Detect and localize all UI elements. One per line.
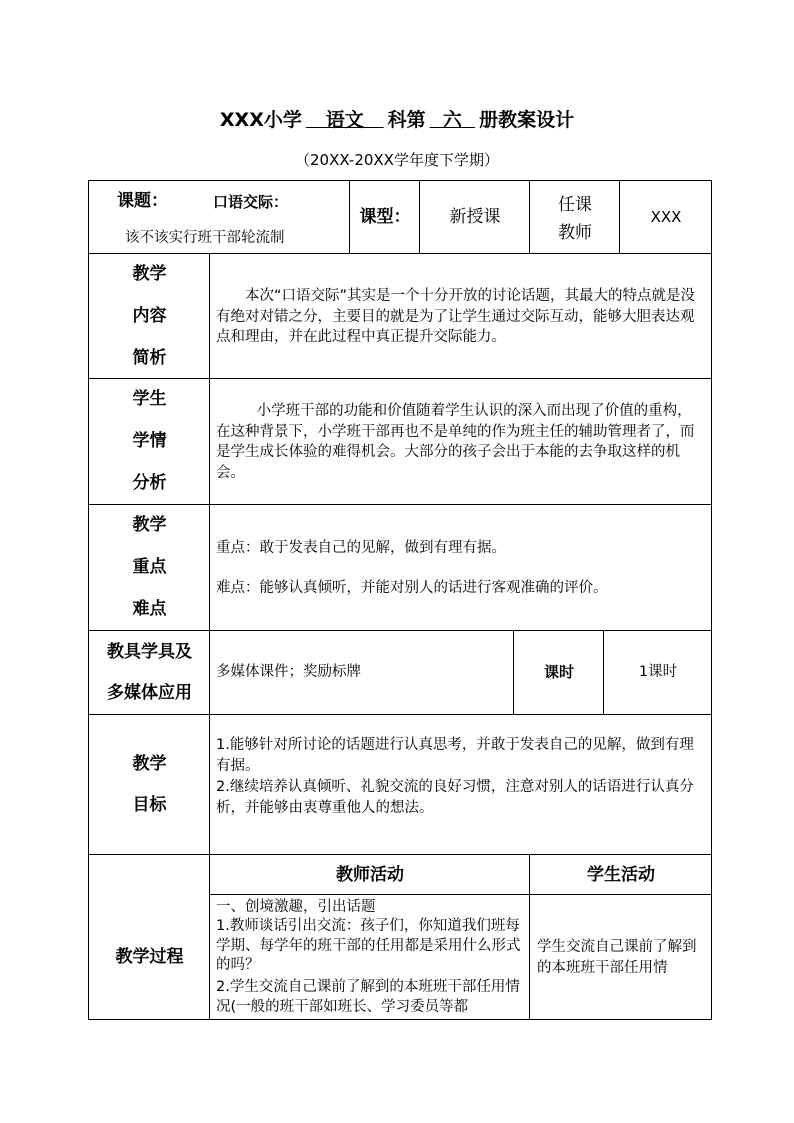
focus-text: 重点：敢于发表自己的见解，做到有理有据。	[216, 540, 506, 556]
materials-label-cell: 教具学具及 多媒体应用	[88, 630, 210, 715]
materials-text: 多媒体课件；奖励标牌	[216, 664, 361, 680]
teacher-activity-cell	[209, 894, 530, 1020]
summary-text-cell	[209, 253, 712, 379]
summary-text: 本次“口语交际”其实是一个十分开放的讨论话题，其最大的特点就是没有绝对对错之分，主要目的就是为了让学生通过交际互动，能够大胆表达观点和理由，并在此过程中真正提升交际能力。	[216, 288, 696, 345]
school-name: XXX小学	[219, 109, 302, 131]
volume-blank: 六	[442, 109, 462, 131]
teacher-value-cell: XXX	[619, 180, 712, 254]
topic-cell	[88, 180, 350, 254]
goals-label-cell: 教学 目标	[88, 714, 210, 855]
teacher-activity-step-1: 1.教师谈话引出交流：孩子们，你知道我们班每学期、每学年的班干部的任用都是采用什么形式的吗？	[216, 918, 521, 973]
goal-2: 2.继续培养认真倾听、礼貌交流的良好习惯，注意对别人的话语进行认真分析，并能够由衷尊重他人的想法。	[216, 779, 694, 816]
students-label-cell: 学生 学情 分析	[88, 378, 210, 505]
subject-blank: 语文	[325, 109, 364, 131]
student-activity-text: 学生交流自己课前了解到的本班班干部任用情	[537, 939, 697, 976]
students-text: 小学班干部的功能和价值随着学生认识的深入而出现了价值的重构，在这种背景下，小学班干部再也不是单纯的作为班主任的辅助管理者了，而是学生成长体验的难得机会。大部分的孩子会出于本能的去争取这样的机会。	[216, 403, 695, 481]
goal-1: 1.能够针对所讨论的话题进行认真思考，并敢于发表自己的见解，做到有理有据。	[216, 737, 694, 774]
process-label-cell: 教学过程	[88, 854, 210, 1020]
student-activity-header: 学生活动	[529, 854, 712, 895]
topic-label: 课题：	[117, 191, 168, 211]
goals-text-cell	[209, 714, 712, 855]
student-activity-cell	[529, 894, 712, 1020]
school-term: （20XX-20XX学年度下学期）	[295, 151, 499, 169]
difficulty-text: 难点：能够认真倾听，并能对别人的话进行客观准确的评价。	[216, 580, 608, 596]
type-value-cell: 新授课	[419, 180, 530, 254]
type-label-cell: 课型：	[349, 180, 420, 254]
lesson-plan-table	[88, 180, 712, 1020]
teacher-activity-heading: 一、创境激趣，引出话题	[216, 899, 376, 915]
hours-value-cell: 1课时	[603, 630, 712, 715]
students-text-cell	[209, 378, 712, 505]
summary-label-cell: 教学 内容 简析	[88, 253, 210, 379]
teacher-label-cell: 任课 教师	[529, 180, 620, 254]
document-title: XXX小学 语文 科第 六 册教案设计	[219, 109, 575, 131]
teacher-activity-header: 教师活动	[209, 854, 530, 895]
keypoints-text-cell	[209, 504, 712, 631]
hours-label-cell: 课时	[513, 630, 604, 715]
teacher-activity-step-2: 2.学生交流自己课前了解到的本班班干部任用情况(一般的班干部如班长、学习委员等都	[216, 979, 520, 1015]
topic-line-1: 口语交际：	[213, 193, 289, 211]
materials-text-cell	[209, 630, 514, 715]
topic-line-2: 该不该实行班干部轮流制	[125, 230, 285, 246]
keypoints-label-cell: 教学 重点 难点	[88, 504, 210, 631]
